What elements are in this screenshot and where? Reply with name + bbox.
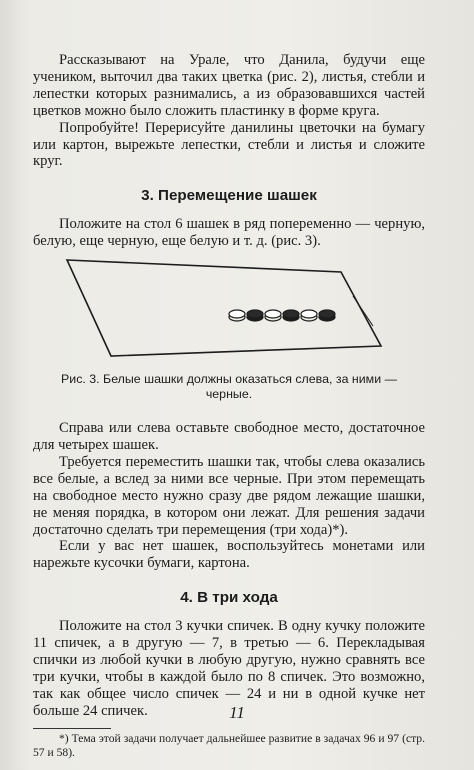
paragraph: Справа или слева оставьте свободное место, достаточное для четырех шашек. [33, 420, 425, 453]
figure-caption: Рис. 3. Белые шашки должны оказаться слева, за ними — черные. [61, 372, 397, 402]
white-checker [301, 310, 317, 321]
table-illustration [61, 256, 391, 364]
white-checker [229, 310, 245, 321]
black-checker [319, 310, 335, 321]
text-column [33, 52, 425, 760]
section-heading: 3. Перемещение шашек [141, 187, 317, 205]
footnote-rule [33, 728, 111, 729]
section-heading: 4. В три хода [180, 589, 278, 607]
table-shadow-line [353, 296, 373, 326]
paragraph: Если у вас нет шашек, воспользуйтесь монетами или нарежьте кусочки бумаги, картона. [33, 538, 425, 572]
paragraph: Попробуйте! Перерисуйте данилины цветочки на бумагу или картон, вырежьте лепестки, стебли и листья и сложите круг. [33, 119, 425, 170]
black-checker [247, 310, 263, 321]
paragraph: Требуется переместить шашки так, чтобы слева оказались все белые, а вслед за ними все черные. При этом перемещать на свободное место нужно сразу две рядом лежащие шашки, не меняя порядка, в котором они лежат. Для решения задачи достаточно сделать три перемещения (три хода)*). [33, 453, 425, 538]
page-number: 11 [229, 703, 245, 722]
figure-3 [33, 256, 425, 368]
black-checker [283, 310, 299, 321]
paragraph: Положите на стол 6 шашек в ряд попеременно — черную, белую, еще черную, еще белую и т. д. (рис. 3). [33, 216, 425, 250]
table-top [67, 260, 381, 356]
checker-row [229, 310, 335, 321]
footnote: *) Тема этой задачи получает дальнейшее развитие в задачах 96 и 97 (стр. 57 и 58). [33, 731, 425, 759]
white-checker [265, 310, 281, 321]
paragraph: Положите на стол 3 кучки спичек. В одну кучку положите 11 спичек, а в другую — 7, в третью — 6. Перекладывая спички из любой кучки в любую другую, нужно сравнять все три кучки, чтобы в каждой было по 8 спичек. Это возможно, так как общее число спичек — 24 и ни в одной кучке нет больше 24 спичек. [33, 618, 425, 719]
paragraph: Рассказывают на Урале, что Данила, будучи еще учеником, выточил два таких цветка (рис. 2), листья, стебли и лепестки которых разнимались, а из образовавшихся частей цветков можно было сложить пластинку в форме круга. [33, 52, 425, 119]
